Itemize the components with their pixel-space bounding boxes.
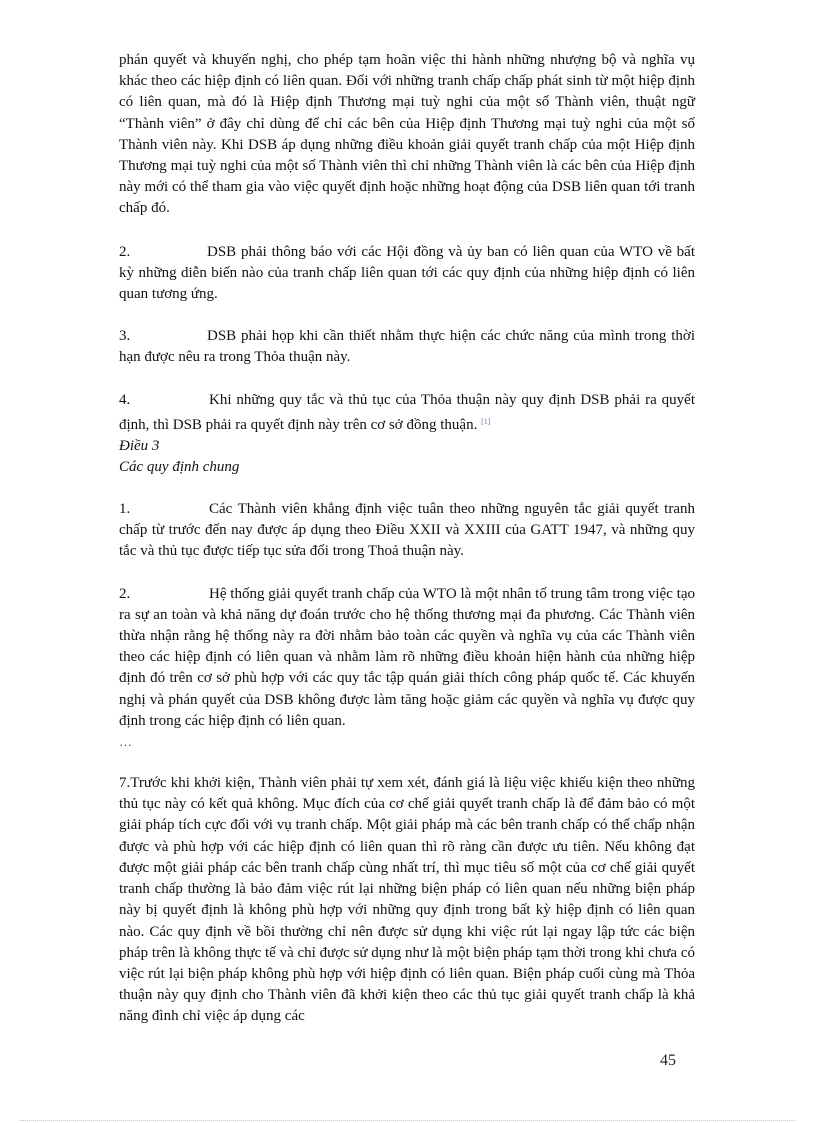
article2-clause-4 [119, 390, 695, 436]
document-page [119, 50, 695, 1028]
clause-text: Khi những quy tắc và thủ tục của Thỏa thuận này quy định DSB phải ra quyết định, thì DSB phải ra quyết định này trên cơ sở đồng thuận. [119, 391, 695, 433]
page-number: 45 [660, 1052, 676, 1069]
clause-number: 3. [119, 328, 131, 345]
article3-clause-1 [119, 499, 695, 563]
clause-text: DSB phải họp khi cần thiết nhằm thực hiện các chức năng của mình trong thời hạn được nêu ra trong Thỏa thuận này. [119, 328, 695, 366]
clause-text: DSB phải thông báo với các Hội đồng và ủy ban có liên quan của WTO về bất kỳ những diễn biến nào của tranh chấp liên quan tới các quy định của những hiệp định có liên quan tương ứng. [119, 243, 695, 303]
continued-paragraph: phán quyết và khuyến nghị, cho phép tạm hoãn việc thi hành những nhượng bộ và nghĩa vụ khác theo các hiệp định có liên quan. Đối với những tranh chấp chấp phát sinh từ một hiệp định có liên quan, mà đó là Hiệp định Thương mại tuỳ nghi của một số Thành viên, thuật ngữ “Thành viên” ở đây chỉ dùng để chỉ các bên của Hiệp định Thương mại tuỳ nghi của một số Thành viên này. Khi DSB áp dụng những điều khoản giải quyết tranh chấp của một Hiệp định Thương mại tuỳ nghi của một số Thành viên thì chỉ những Thành viên là các bên của Hiệp định này mới có thể tham gia vào việc quyết định hoặc những hoạt động của DSB liên quan tới tranh chấp đó. [119, 52, 695, 217]
article3-clause-2 [119, 584, 695, 732]
article-subheading: Các quy định chung [119, 459, 240, 476]
clause-number: 2. [119, 243, 131, 260]
clause-text: Hệ thống giải quyết tranh chấp của WTO là một nhân tố trung tâm trong việc tạo ra sự an toàn và khả năng dự đoán trước cho hệ thống thương mại đa phương. Các Thành viên thừa nhận rằng hệ thống này ra đời nhằm bảo toàn các quyền và nghĩa vụ của các Thành viên theo các hiệp định có liên quan và nhằm làm rõ những điều khoản hiện hành của những hiệp định đó trên cơ sở phù hợp với các quy tắc tập quán giải thích công pháp quốc tế. Các khuyến nghị và phán quyết của DSB không được làm tăng hoặc giảm các quyền và nghĩa vụ được quy định trong các hiệp định có liên quan. [119, 585, 695, 729]
clause-number: 2. [119, 585, 131, 602]
clause-number: 4. [119, 391, 131, 408]
clause-number: 1. [119, 501, 131, 518]
article2-clause-2 [119, 242, 695, 306]
clause-text: Các Thành viên khẳng định việc tuân theo những nguyên tắc giải quyết tranh chấp từ trước đến nay được áp dụng theo Điều XXII và XXIII của GATT 1947, và những quy tắc và thủ tục được tiếp tục sửa đổi trong Thoả thuận này. [119, 501, 695, 560]
article2-clause-3 [119, 326, 695, 368]
footnote-reference-link[interactable]: [1] [481, 416, 491, 426]
page-bottom-divider [20, 1120, 796, 1121]
omission-ellipsis: … [119, 734, 132, 750]
article-heading: Điều 3 [119, 438, 160, 455]
article3-clause-7: 7.Trước khi khởi kiện, Thành viên phải tự xem xét, đánh giá là liệu việc khiếu kiện theo những thủ tục này có kết quả không. Mục đích của cơ chế giải quyết tranh chấp là để đảm bảo có một giải pháp tích cực đối với vụ tranh chấp. Một giải pháp mà các bên tranh chấp có thể chấp nhận được và phù hợp với các hiệp định có liên quan thì rõ ràng cần được ưu tiên. Nếu không đạt được một giải pháp các bên tranh chấp cùng nhất trí, thì mục tiêu số một của cơ chế giải quyết tranh chấp thường là bảo đảm việc rút lại những biện pháp có liên quan nếu những biện pháp này bị quyết định là không phù hợp với những quy định trong bất kỳ hiệp định có liên quan nào. Các quy định về bồi thường chỉ nên được sử dụng khi việc rút lại ngay lập tức các biện pháp trên là không thực tế và chỉ được sử dụng như là một biện pháp tạm thời trong khi chưa có việc rút lại biện pháp không phù hợp với hiệp định có liên quan. Biện pháp cuối cùng mà Thỏa thuận này quy định cho Thành viên đã khởi kiện theo các thủ tục giải quyết tranh chấp là khả năng đình chỉ việc áp dụng các [119, 775, 695, 1025]
